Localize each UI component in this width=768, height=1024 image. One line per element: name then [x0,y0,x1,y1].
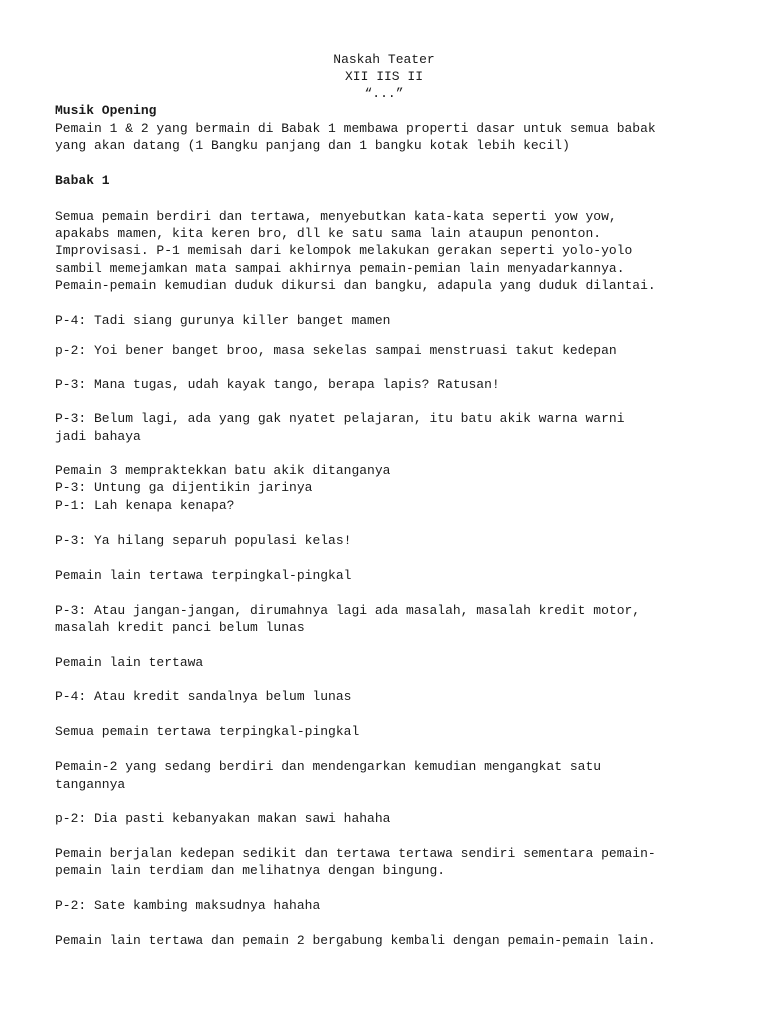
stage-direction-line: apakabs mamen, kita keren bro, dll ke satu sama lain ataupun penonton. [55,226,602,241]
dialogue-line: P-1: Lah kenapa kenapa? [55,498,235,513]
stage-direction-line: Pemain-pemain kemudian duduk dikursi dan bangku, adapula yang duduk dilantai. [55,278,656,293]
babak-1-heading: Babak 1 [55,173,110,188]
stage-direction-line: tangannya [55,777,126,792]
stage-direction-line: Pemain lain tertawa terpingkal-pingkal [55,568,352,583]
intro-line: Pemain 1 & 2 yang bermain di Babak 1 membawa properti dasar untuk semua babak [55,121,656,136]
dialogue-line: P-3: Belum lagi, ada yang gak nyatet pelajaran, itu batu akik warna warni [55,411,625,426]
dialogue-line: p-2: Yoi bener banget broo, masa sekelas sampai menstruasi takut kedepan [55,343,617,358]
stage-direction-line: pemain lain terdiam dan melihatnya dengan bingung. [55,863,446,878]
class-name: XII IIS II [344,69,423,84]
stage-direction-line: Pemain 3 mempraktekkan batu akik ditanganya [55,463,391,478]
intro-line: yang akan datang (1 Bangku panjang dan 1 bangku kotak lebih kecil) [55,138,570,153]
script-title: Naskah Teater [333,52,435,67]
stage-direction-line: Improvisasi. P-1 memisah dari kelompok melakukan gerakan seperti yolo-yolo [55,243,633,258]
dialogue-line: P-4: Atau kredit sandalnya belum lunas [55,689,352,704]
dialogue-line: P-4: Tadi siang gurunya killer banget mamen [55,313,391,328]
dialogue-line: P-3: Ya hilang separuh populasi kelas! [55,533,352,548]
dialogue-line: p-2: Dia pasti kebanyakan makan sawi hahaha [55,811,391,826]
play-subtitle: “...” [364,86,404,101]
dialogue-line: P-2: Sate kambing maksudnya hahaha [55,898,321,913]
dialogue-line: jadi bahaya [55,429,141,444]
stage-direction-line: Semua pemain berdiri dan tertawa, menyebutkan kata-kata seperti yow yow, [55,209,617,224]
stage-direction-line: Pemain berjalan kedepan sedikit dan tertawa tertawa sendiri sementara pemain- [55,846,656,861]
dialogue-line: masalah kredit panci belum lunas [55,620,305,635]
dialogue-line: P-3: Mana tugas, udah kayak tango, berapa lapis? Ratusan! [55,377,500,392]
stage-direction-line: Pemain-2 yang sedang berdiri dan mendengarkan kemudian mengangkat satu [55,759,602,774]
stage-direction-line: Semua pemain tertawa terpingkal-pingkal [55,724,360,739]
dialogue-line: P-3: Untung ga dijentikin jarinya [55,480,313,495]
stage-direction-line: Pemain lain tertawa dan pemain 2 bergabung kembali dengan pemain-pemain lain. [55,933,656,948]
musik-opening-heading: Musik Opening [55,103,157,118]
stage-direction-line: Pemain lain tertawa [55,655,204,670]
stage-direction-line: sambil memejamkan mata sampai akhirnya pemain-pemian lain menyadarkannya. [55,261,625,276]
dialogue-line: P-3: Atau jangan-jangan, dirumahnya lagi ada masalah, masalah kredit motor, [55,603,641,618]
